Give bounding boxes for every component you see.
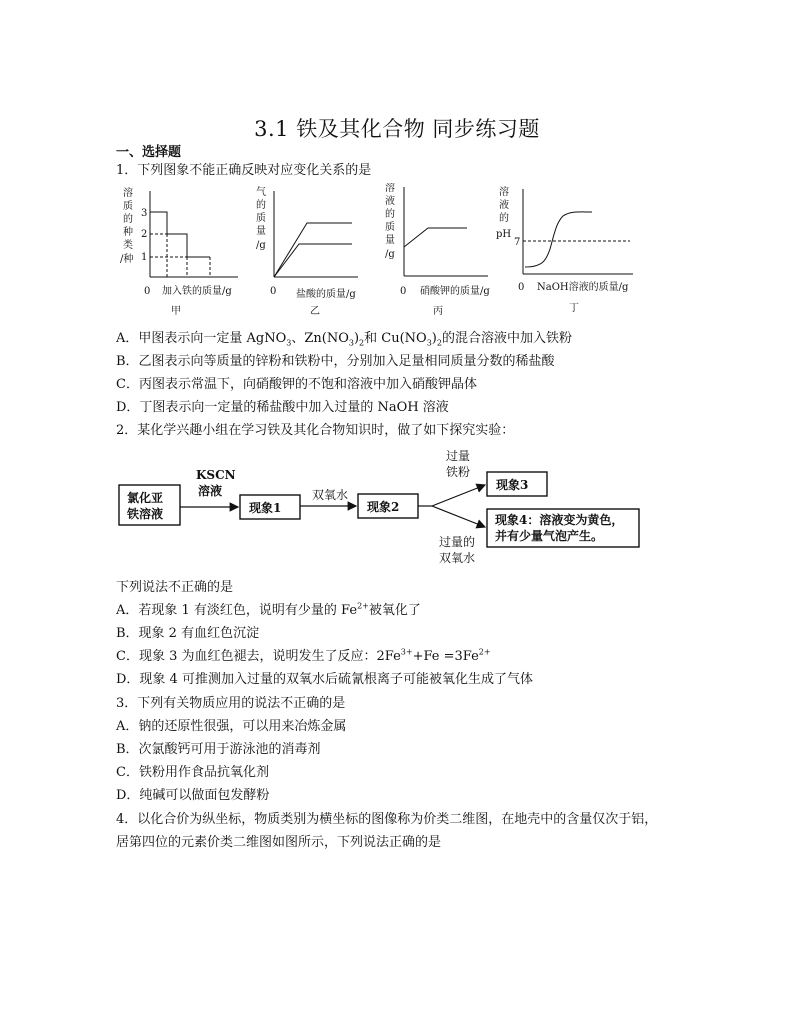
- flow-p2: 现象2: [367, 500, 400, 514]
- q1-option-b: B．乙图表示向等质量的锌粉和铁粉中，分别加入足量相同质量分数的稀盐酸: [116, 354, 555, 369]
- ding-ylabel-0: 溶: [499, 187, 509, 198]
- q2-stem: 2．某化学兴趣小组在学习铁及其化合物知识时，做了如下探究实验：: [116, 423, 515, 438]
- q3-option-c: C．铁粉用作食品抗氧化剂: [116, 765, 269, 780]
- q4-stem-line1: 4．以化合价为纵坐标，物质类别为横坐标的图像称为价类二维图，在地壳中的含量仅次于铝，: [116, 812, 658, 827]
- q1-option-a: A．甲图表示向一定量 AgNO$_3$、$Zn(NO_3)_2$和 $Cu(NO_3)_2$的混合溶液中加入铁粉: [116, 331, 572, 348]
- ding-ylabel-2: 的: [499, 213, 509, 224]
- jia-ylabel-3: 种: [123, 227, 133, 238]
- ding-tick-7: 7: [514, 237, 521, 248]
- flow-reagent3-line2: 铁粉: [446, 465, 471, 479]
- jia-ylabel-4: 类: [123, 240, 133, 251]
- ding-ylabel-1: 液: [499, 200, 509, 211]
- bing-ylabel-4: 量: [385, 235, 395, 246]
- flow-p1: 现象1: [249, 501, 282, 515]
- jia-ylabel-2: 的: [123, 214, 133, 225]
- jia-xlabel: 加入铁的质量/g: [162, 286, 232, 297]
- flow-reagent4-line1: 过量的: [439, 535, 476, 549]
- ding-name: 丁: [569, 303, 579, 314]
- flow-p4-line1: 现象4：溶液变为黄色，: [495, 513, 624, 527]
- jia-tick-1: 1: [141, 252, 148, 263]
- q2-lead: 下列说法不正确的是: [116, 580, 234, 595]
- flow-p3: 现象3: [496, 478, 529, 492]
- q2-option-d: D．现象 4 可推测加入过量的双氧水后硫氰根离子可能被氧化生成了气体: [116, 672, 533, 687]
- yi-ylabel-0: 气: [256, 187, 266, 198]
- page-title: 3.1 铁及其化合物 同步练习题: [254, 117, 540, 141]
- q2-option-c: C．现象 3 为血红色褪去，说明发生了反应：$2Fe^{3+}+Fe =3Fe^{2+}$: [116, 647, 491, 664]
- bing-origin: 0: [400, 286, 407, 297]
- q2-flow-diagram: [110, 448, 650, 573]
- q1-graphs-figure: [110, 183, 650, 323]
- jia-ylabel-1: 质: [123, 201, 133, 212]
- q1-option-d: D．丁图表示向一定量的稀盐酸中加入过量的 NaOH 溶液: [116, 400, 449, 415]
- yi-ylabel-2: 质: [256, 213, 266, 224]
- q1-option-c: C．丙图表示常温下，向硝酸钾的不饱和溶液中加入硝酸钾晶体: [116, 377, 477, 392]
- yi-xlabel: 盐酸的质量/g: [296, 289, 356, 300]
- graph-jia: [120, 186, 238, 317]
- bing-name: 丙: [433, 306, 443, 317]
- q2-option-a: A．若现象 1 有淡红色，说明有少量的 $Fe^{2+}$被氧化了: [116, 601, 421, 618]
- q3-option-d: D．纯碱可以做面包发酵粉: [116, 788, 270, 803]
- jia-tick-3: 3: [141, 208, 148, 219]
- yi-origin: 0: [270, 286, 277, 297]
- q4-stem-line2: 居第四位的元素价类二维图如图所示，下列说法正确的是: [116, 835, 442, 850]
- jia-origin: 0: [144, 286, 151, 297]
- bing-ylabel-2: 的: [385, 209, 395, 220]
- yi-ylabel-3: 量: [256, 226, 266, 237]
- graph-yi: [256, 186, 358, 317]
- yi-name: 乙: [310, 306, 320, 317]
- q3-stem: 3．下列有关物质应用的说法不正确的是: [116, 696, 346, 711]
- q2-option-b: B．现象 2 有血红色沉淀: [116, 626, 260, 641]
- flow-reagent2: 双氧水: [312, 488, 349, 502]
- flow-p4-line2: 并有少量气泡产生。: [495, 529, 604, 543]
- graph-ding: [496, 185, 633, 314]
- flow-reagent4-line2: 双氧水: [439, 551, 476, 565]
- bing-ylabel-5: /g: [385, 249, 395, 260]
- flow-reagent1-line2: 溶液: [198, 484, 223, 498]
- flow-start-line2: 铁溶液: [127, 507, 164, 521]
- bing-ylabel-1: 液: [385, 196, 395, 207]
- ding-ylabel-3: pH: [496, 229, 512, 240]
- jia-tick-2: 2: [141, 229, 148, 240]
- yi-ylabel-4: /g: [256, 240, 266, 251]
- ding-xlabel: NaOH溶液的质量/g: [537, 282, 629, 293]
- ding-origin: 0: [518, 282, 525, 293]
- flow-reagent3-line1: 过量: [446, 449, 471, 463]
- bing-xlabel: 硝酸钾的质量/g: [420, 286, 490, 297]
- bing-ylabel-3: 质: [385, 222, 395, 233]
- section-heading: 一、选择题: [116, 145, 182, 160]
- graph-bing: [385, 183, 490, 317]
- jia-ylabel-5: /种: [120, 254, 134, 265]
- jia-ylabel-0: 溶: [123, 188, 133, 199]
- flow-start-line1: 氯化亚: [127, 491, 164, 505]
- q3-option-b: B．次氯酸钙可用于游泳池的消毒剂: [116, 742, 321, 757]
- jia-name: 甲: [171, 306, 181, 317]
- bing-ylabel-0: 溶: [385, 183, 395, 194]
- q3-option-a: A．钠的还原性很强，可以用来冶炼金属: [116, 719, 347, 734]
- q1-stem: 1．下列图象不能正确反映对应变化关系的是: [116, 163, 372, 178]
- yi-ylabel-1: 的: [256, 200, 266, 211]
- flow-reagent1-line1: KSCN: [196, 468, 236, 482]
